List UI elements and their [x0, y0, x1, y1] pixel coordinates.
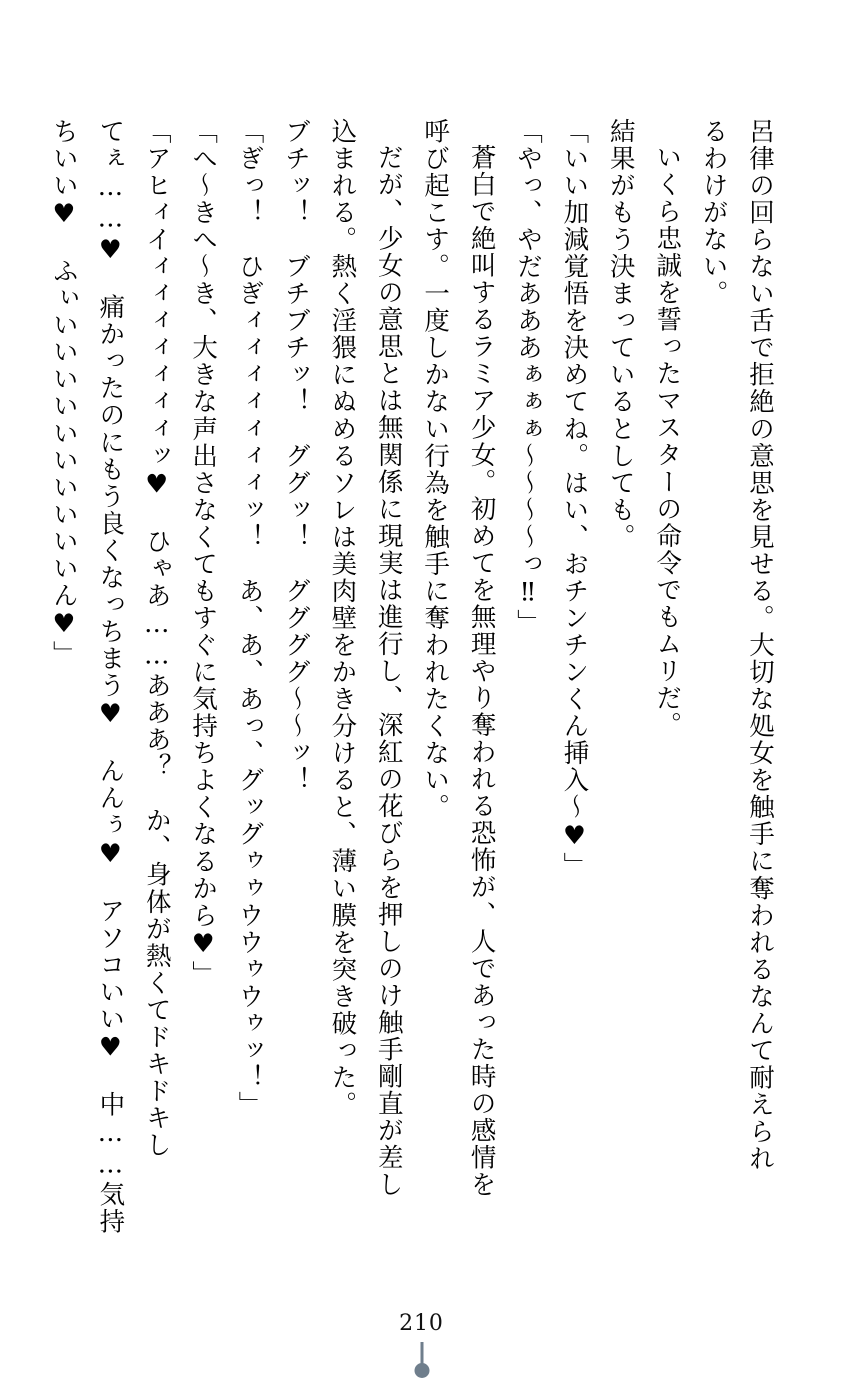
- text-line: いくら忠誠を誓ったマスターの命令でもムリだ。: [652, 144, 683, 739]
- text-line: ちいい♥ ふぃいいいいいいいいいいん♥」: [48, 118, 79, 668]
- text-line: 呂律の回らない舌で拒絶の意思を見せる。大切な処女を触手に奪われるなんて耐えられ: [745, 118, 775, 1173]
- text-line: 「やっ、やだあああぁぁぁ〜〜〜〜っ‼」: [512, 118, 543, 637]
- page-number: 210: [399, 1311, 444, 1336]
- text-line: 呼び起こす。一度しかない行為を触手に奪われたくない。: [420, 118, 451, 821]
- text-line: 「ぎっ！ ひぎィィィィィィィッ！ あ、あ、あっ、グッグゥゥウウゥウゥッ！」: [234, 118, 265, 1119]
- text-line: ブチッ！ ブチブチッ！ ググッ！ ググググ〜〜ッ！: [280, 118, 311, 794]
- text-line: てぇ……♥ 痛かったのにもう良くなっちまう♥ んんぅ♥ アソコいい♥ 中……気持: [95, 118, 126, 1236]
- text-line: だが、少女の意思とは無関係に現実は進行し、深紅の花びらを押しのけ触手剛直が差し: [373, 144, 404, 1199]
- text-line: 結果がもう決まっているとしても。: [605, 118, 636, 551]
- text-line: 「いい加減覚悟を決めてね。はい、おチンチンくん挿入〜♥」: [559, 118, 590, 880]
- page-text-body: [48, 118, 783, 1258]
- text-line: るわけがない。: [698, 118, 729, 308]
- text-line: 込まれる。熱く淫猥にぬめるソレは美肉壁をかき分けると、薄い膜を突き破った。: [327, 118, 358, 1119]
- spine-dot: [414, 1363, 429, 1378]
- text-line: 「へ〜きへ〜き、大きな声出さなくてもすぐに気持ちよくなるから♥」: [188, 118, 219, 988]
- text-line: 蒼白で絶叫するラミア少女。初めてを無理やり奪われる恐怖が、人であった時の感情を: [466, 144, 497, 1199]
- text-line: 「アヒィイィィィィィィィッ♥ ひゃあ……あああ？ か、身体が熱くてドキドキし: [141, 118, 172, 1159]
